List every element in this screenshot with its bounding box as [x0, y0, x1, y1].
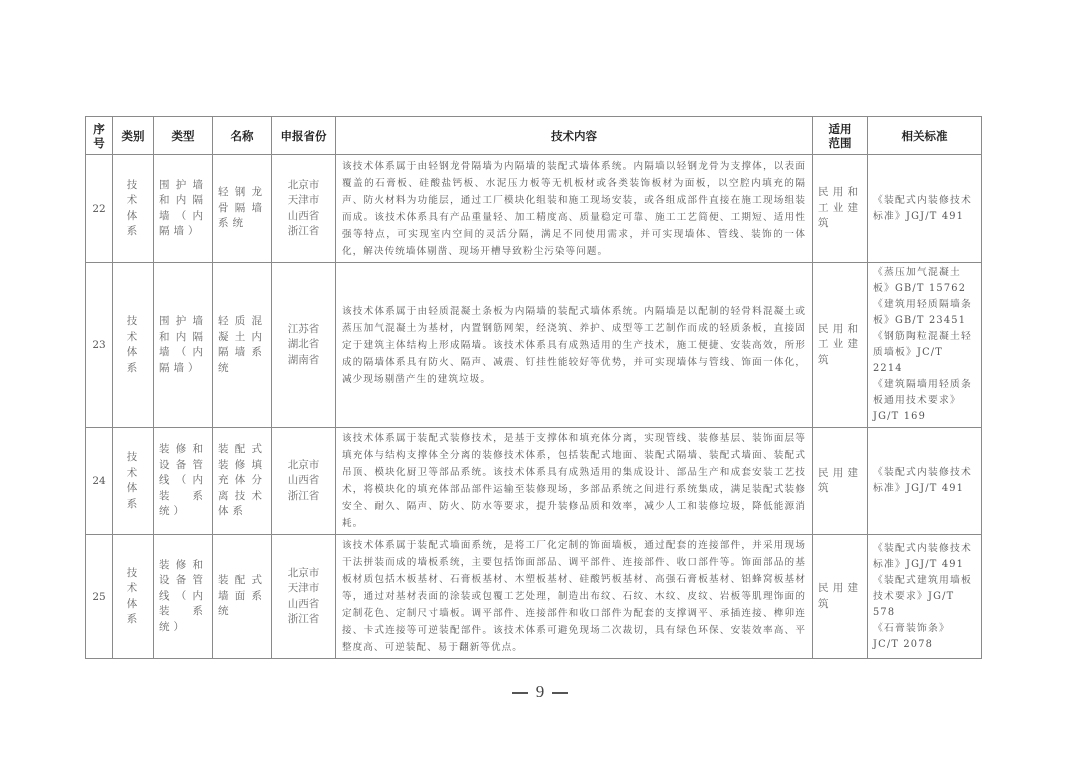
province: 湖南省 — [287, 353, 320, 366]
cell-standards — [868, 263, 982, 428]
header-row — [86, 117, 982, 155]
cell-type: 围护墙和内隔墙（内隔墙） — [154, 263, 213, 428]
standard-item: 《建筑用轻质隔墙条板》GB/T 23451 — [873, 299, 972, 326]
cell-type: 围护墙和内隔墙（内隔墙） — [154, 155, 213, 263]
table-row — [86, 428, 982, 535]
cell-seq: 22 — [86, 155, 113, 263]
standard-item: 《装配式内装修技术标准》JGJ/T 491 — [873, 194, 972, 222]
province: 山西省 — [287, 474, 320, 487]
standard-item: 《装配式建筑用墙板技术要求》JG/T 578 — [873, 574, 972, 618]
province: 浙江省 — [287, 489, 320, 502]
header-seq: 序号 — [86, 117, 113, 155]
standard-item: 《装配式内装修技术标准》JGJ/T 491 — [873, 467, 972, 494]
page-number: 9 — [535, 682, 545, 701]
province: 天津市 — [287, 194, 320, 206]
technology-table — [85, 116, 982, 659]
header-type: 类型 — [154, 117, 213, 155]
cell-scope: 民用和工业建筑 — [813, 263, 868, 428]
province: 北京市 — [287, 458, 320, 471]
cell-category: 技术体系 — [113, 155, 154, 263]
header-category: 类别 — [113, 117, 154, 155]
province: 浙江省 — [287, 225, 320, 237]
cell-scope: 民用建筑 — [813, 535, 868, 659]
header-standards: 相关标准 — [868, 117, 982, 155]
cell-name: 轻质混凝土内隔墙系统 — [213, 263, 272, 428]
cell-name: 装配式墙面系统 — [213, 535, 272, 659]
standard-item: 《建筑隔墙用轻质条板通用技术要求》JG/T 169 — [873, 379, 972, 422]
cell-provinces — [272, 535, 336, 659]
province: 北京市 — [287, 178, 320, 191]
cell-provinces — [272, 428, 336, 535]
cell-tech-content: 该技术体系属于由轻钢龙骨隔墙为内隔墙的装配式墙体系统。内隔墙以轻钢龙骨为支撑体，以表面覆盖的石膏板、硅酸盐钙板、水泥压力板等无机板材或各类装饰板材为面板，以空腔内填充的隔声、防火材料为功能层，通过工厂模块化组装和施工现场安装，或各组成部件直接在施工现场组装而成。该技术体系具有产品重量轻、加工精度高、质量稳定可靠、施工工艺简便、工期短、适用性强等特点，可实现室内空间的灵活分隔，满足不同使用需求，并可实现墙体、管线、装饰的一体化，解决传统墙体剔凿、现场开槽导致粉尘污染等问题。 — [336, 155, 813, 263]
table-row — [86, 263, 982, 428]
standard-item: 《石膏装饰条》JC/T 2078 — [873, 622, 950, 650]
header-province: 申报省份 — [272, 117, 336, 155]
cell-tech-content: 该技术体系属于装配式装修技术，是基于支撑体和填充体分离，实现管线、装修基层、装饰面层等填充体与结构支撑体全分离的装修技术体系，包括装配式地面、装配式隔墙、装配式墙面、装配式吊顶、模块化厨卫等部品系统。该技术体系具有成熟适用的集成设计、部品生产和成套安装工艺技术，将模块化的填充体部品部件运输至装修现场，多部品系统之间进行系统集成，满足装配式装修安全、耐久、隔声、防火、防水等要求，提升装修品质和效率，减少人工和装修垃圾，降低能源消耗。 — [336, 428, 813, 535]
table-row — [86, 155, 982, 263]
dash-left — [512, 692, 528, 693]
standard-item: 《钢筋陶粒混凝土轻质墙板》JC/T 2214 — [873, 331, 972, 374]
province: 北京市 — [287, 566, 320, 579]
table-row — [86, 535, 982, 659]
dash-right — [552, 692, 568, 693]
cell-name: 轻钢龙骨隔墙系统 — [213, 155, 272, 263]
header-name: 名称 — [213, 117, 272, 155]
cell-standards — [868, 535, 982, 659]
province: 山西省 — [287, 209, 320, 222]
cell-standards — [868, 155, 982, 263]
cell-provinces — [272, 263, 336, 428]
province: 天津市 — [287, 582, 320, 594]
cell-type: 装修和设备管线（内装系统） — [154, 535, 213, 659]
cell-provinces — [272, 155, 336, 263]
cell-scope: 民用建筑 — [813, 428, 868, 535]
header-scope: 适用范围 — [813, 117, 868, 155]
cell-category: 技术体系 — [113, 263, 154, 428]
province: 江苏省 — [287, 322, 320, 335]
page-footer — [0, 682, 1080, 702]
cell-tech-content: 该技术体系属于装配式墙面系统，是将工厂化定制的饰面墙板，通过配套的连接部件，并采用现场干法拼装而成的墙板系统，主要包括饰面部品、调平部件、连接部件、收口部件等。饰面部品的基板材质包括木板基材、石膏板基材、木塑板基材、硅酸钙板基材、高强石膏板基材、铝蜂窝板基材等，通过对基材表面的涂装或包覆工艺处理，制造出布纹、石纹、木纹、皮纹、岩板等肌理饰面的定制花色、定制尺寸墙板。调平部件、连接部件和收口部件为配套的支撑调平、承插连接、榫卯连接、卡式连接等可逆装配部件。该技术体系可避免现场二次裁切，具有绿色环保、安装效率高、平整度高、可逆装配、易于翻新等优点。 — [336, 535, 813, 659]
header-tech: 技术内容 — [336, 117, 813, 155]
cell-category: 技术体系 — [113, 535, 154, 659]
cell-standards — [868, 428, 982, 535]
cell-type: 装修和设备管线（内装系统） — [154, 428, 213, 535]
province: 浙江省 — [287, 613, 320, 625]
cell-seq: 24 — [86, 428, 113, 535]
cell-name: 装配式装修填充体分离技术体系 — [213, 428, 272, 535]
cell-scope: 民用和工业建筑 — [813, 155, 868, 263]
standard-item: 《蒸压加气混凝土板》GB/T 15762 — [873, 267, 967, 294]
province: 山西省 — [287, 597, 320, 610]
cell-category: 技术体系 — [113, 428, 154, 535]
cell-tech-content: 该技术体系属于由轻质混凝土条板为内隔墙的装配式墙体系统。内隔墙是以配制的轻骨料混凝土或蒸压加气混凝土为基材，内置钢筋网架，经浇筑、养护、成型等工艺制作而成的轻质条板，直接固定于建筑主体结构上形成隔墙。该技术体系具有成熟适用的生产技术，施工便捷、安装高效，所形成的隔墙体系具有防火、隔声、减震、钉挂性能较好等优势，并可实现墙体与管线、饰面一体化，减少现场剔凿产生的建筑垃圾。 — [336, 263, 813, 428]
standard-item: 《装配式内装修技术标准》JGJ/T 491 — [873, 542, 972, 570]
cell-seq: 23 — [86, 263, 113, 428]
cell-seq: 25 — [86, 535, 113, 659]
province: 湖北省 — [287, 338, 320, 351]
